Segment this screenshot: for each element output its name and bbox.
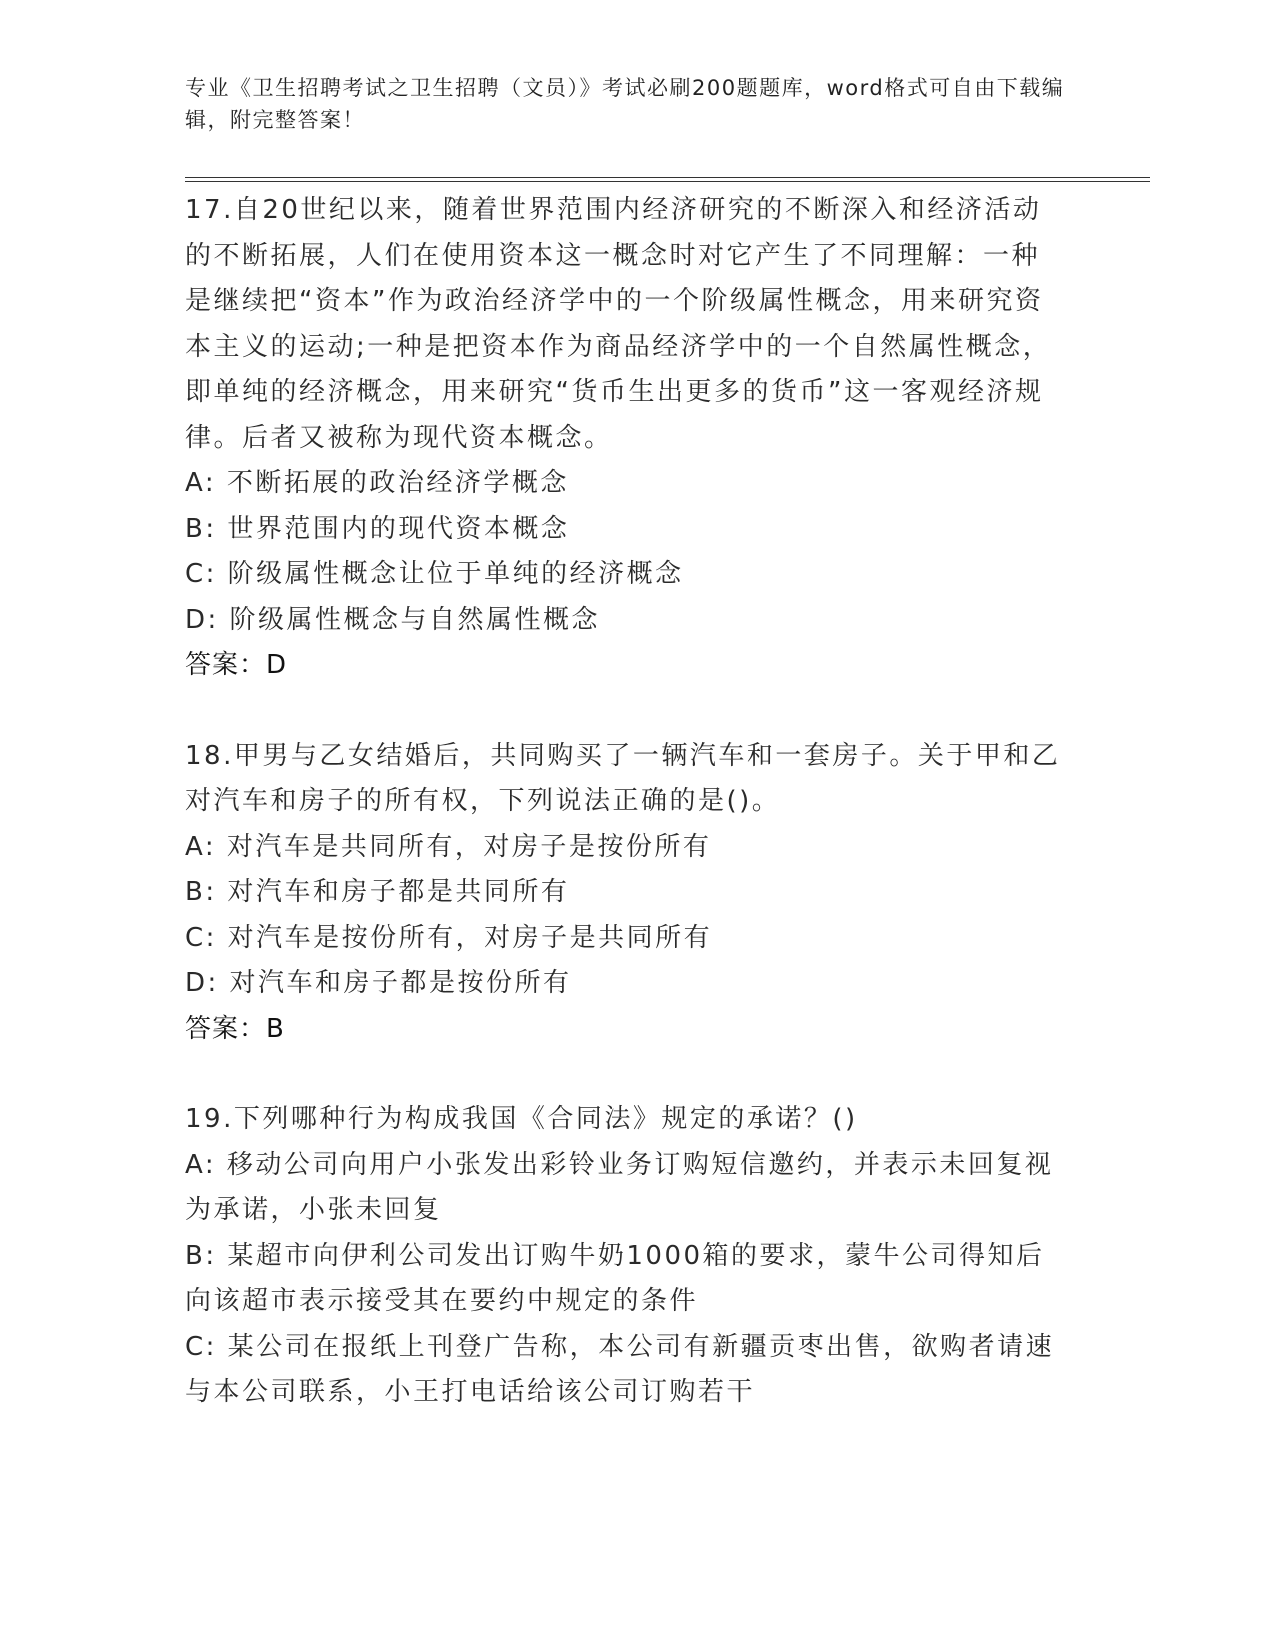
question-stem: 18.甲男与乙女结婚后，共同购买了一辆汽车和一套房子。关于甲和乙对汽车和房子的所有权，下列说法正确的是()。 xyxy=(185,740,1061,816)
option-b: B: 对汽车和房子都是共同所有 xyxy=(185,877,570,907)
option-a: A: 不断拓展的政治经济学概念 xyxy=(185,468,569,498)
document-header: 专业《卫生招聘考试之卫生招聘（文员）》考试必刷200题题库，word格式可自由下载编辑，附完整答案！ xyxy=(185,76,1065,132)
option-c: C: 对汽车是按份所有，对房子是共同所有 xyxy=(185,922,713,953)
question-stem: 17.自20世纪以来，随着世界范围内经济研究的不断深入和经济活动的不断拓展，人们在使用资本这一概念时对它产生了不同理解：一种是继续把“资本”作为政治经济学中的一个阶级属性概念，用来研究资本主义的运动;一种是把资本作为商品经济学中的一个自然属性概念，即单纯的经济概念，用来研究“货币生出更多的货币”这一客观经济规律。后者又被称为现代资本概念。 xyxy=(185,195,1052,453)
header-divider-top xyxy=(185,177,1150,178)
answer-line: 答案：D xyxy=(185,650,288,680)
option-c: C: 某公司在报纸上刊登广告称，本公司有新疆贡枣出售，欲购者请速与本公司联系，小王打电话给该公司订购若干 xyxy=(185,1331,1055,1407)
question-spacer xyxy=(185,1052,1085,1097)
option-b: B: 某超市向伊利公司发出订购牛奶1000箱的要求，蒙牛公司得知后向该超市表示接受其在要约中规定的条件 xyxy=(185,1240,1045,1316)
option-b: B: 世界范围内的现代资本概念 xyxy=(185,513,570,544)
question-spacer xyxy=(185,689,1085,734)
header-divider-bottom xyxy=(185,181,1150,182)
question-19 xyxy=(185,1097,1085,1416)
question-stem: 19.下列哪种行为构成我国《合同法》规定的承诺？() xyxy=(185,1104,858,1134)
option-a: A: 对汽车是共同所有，对房子是按份所有 xyxy=(185,831,712,862)
question-18 xyxy=(185,734,1085,1053)
option-c: C: 阶级属性概念让位于单纯的经济概念 xyxy=(185,559,684,589)
question-list xyxy=(185,188,1085,1416)
option-d: D: 阶级属性概念与自然属性概念 xyxy=(185,604,601,635)
option-d: D: 对汽车和房子都是按份所有 xyxy=(185,968,572,998)
answer-line: 答案：B xyxy=(185,1013,285,1044)
option-a: A: 移动公司向用户小张发出彩铃业务订购短信邀约，并表示未回复视为承诺，小张未回复 xyxy=(185,1149,1054,1225)
question-17 xyxy=(185,188,1085,689)
